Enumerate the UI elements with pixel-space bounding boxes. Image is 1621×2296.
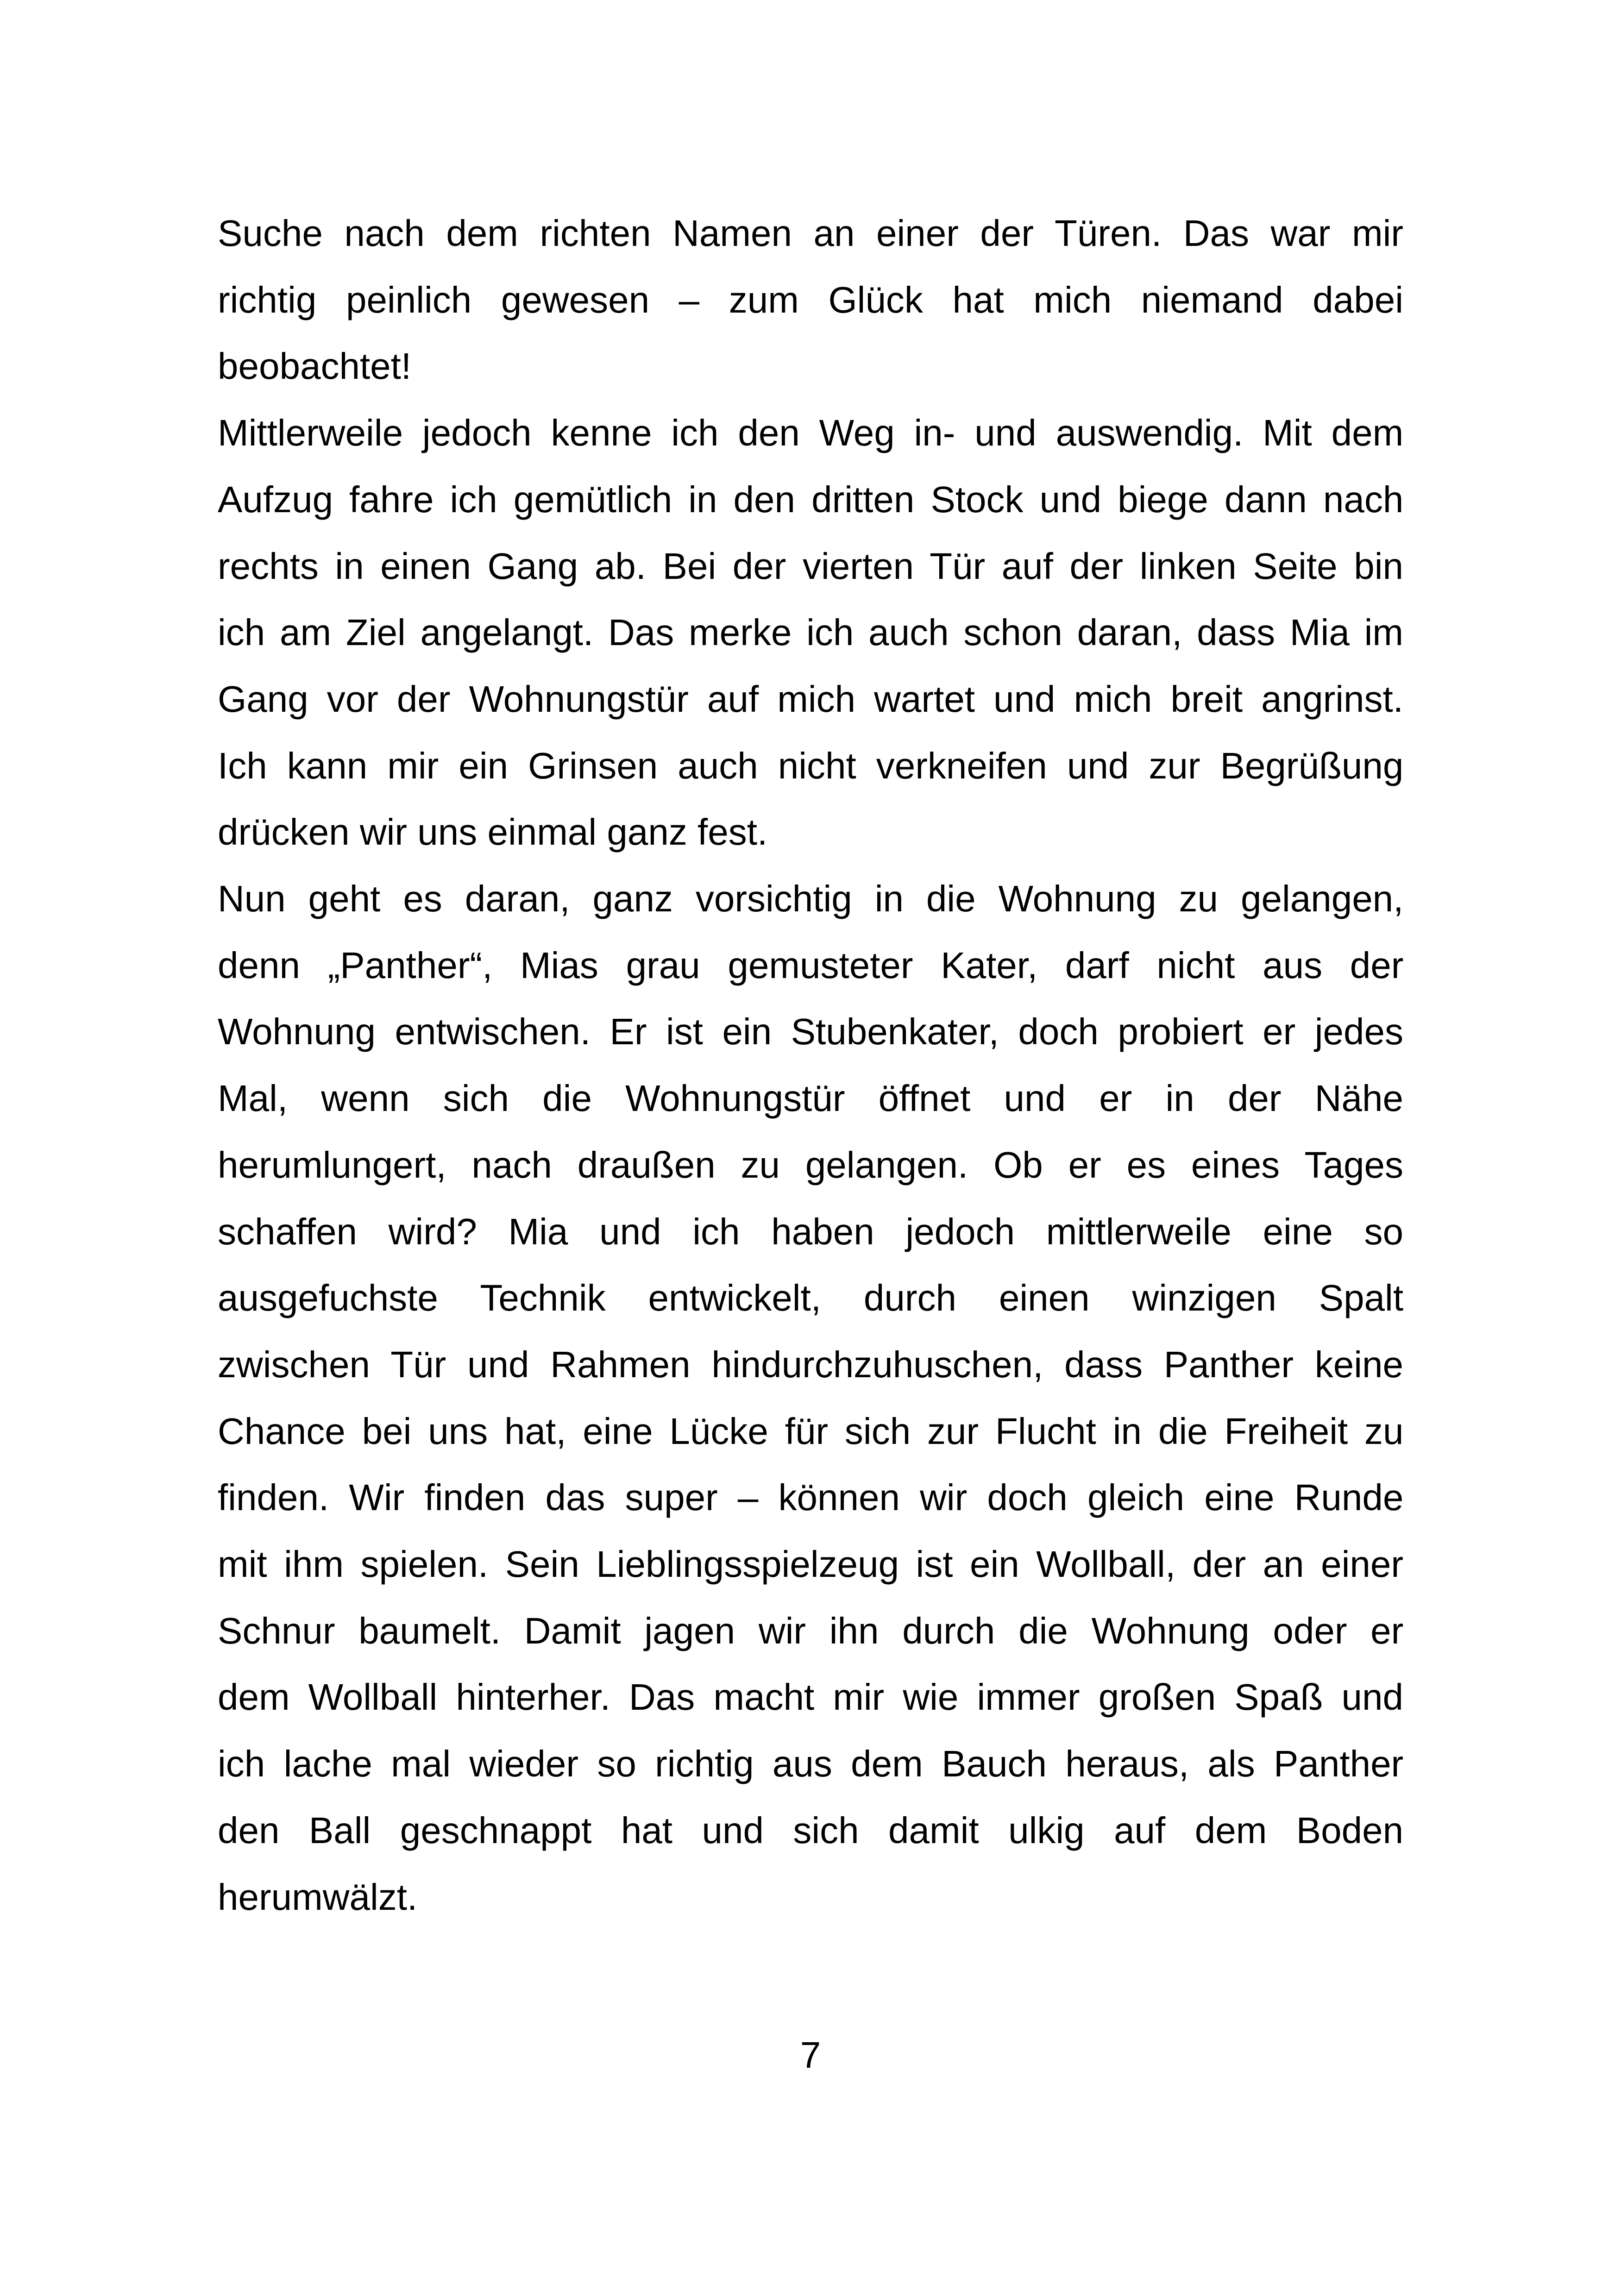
- text-line: Nun geht es daran, ganz vorsichtig in die Wohnung zu gelangen,: [218, 878, 1404, 920]
- text-line: richtig peinlich gewesen – zum Glück hat mich niemand dabei: [218, 279, 1403, 320]
- paragraph-2: [218, 400, 1403, 866]
- text-line: Mal, wenn sich die Wohnungstür öffnet und er in der Nähe: [218, 1078, 1403, 1119]
- text-line: Chance bei uns hat, eine Lücke für sich zur Flucht in die Freiheit zu: [218, 1410, 1404, 1452]
- text-line: Suche nach dem richten Namen an einer der Türen. Das war mir: [218, 213, 1403, 254]
- text-line: Mittlerweile jedoch kenne ich den Weg in- und auswendig. Mit dem: [218, 412, 1404, 454]
- text-line: denn „Panther“, Mias grau gemusteter Kater, darf nicht aus der: [218, 944, 1404, 986]
- text-line: ich lache mal wieder so richtig aus dem Bauch heraus, als Panther: [218, 1743, 1404, 1785]
- text-line: Schnur baumelt. Damit jagen wir ihn durch die Wohnung oder er: [218, 1610, 1404, 1651]
- text-line: mit ihm spielen. Sein Lieblingsspielzeug ist ein Wollball, der an einer: [218, 1543, 1403, 1585]
- text-line: Aufzug fahre ich gemütlich in den dritten Stock und biege dann nach: [218, 478, 1404, 520]
- body-text: [218, 200, 1403, 1930]
- text-line: zwischen Tür und Rahmen hindurchzuhuschen, dass Panther keine: [218, 1343, 1403, 1385]
- text-line: den Ball geschnappt hat und sich damit ulkig auf dem Boden: [218, 1809, 1404, 1851]
- text-line: herumwälzt.: [218, 1876, 418, 1918]
- text-line: herumlungert, nach draußen zu gelangen. Ob er es eines Tages: [218, 1144, 1403, 1186]
- text-line: dem Wollball hinterher. Das macht mir wie immer großen Spaß und: [218, 1676, 1403, 1718]
- text-line: ich am Ziel angelangt. Das merke ich auch schon daran, dass Mia im: [218, 612, 1403, 653]
- page-number: 7: [800, 2034, 821, 2076]
- text-line: beobachtet!: [218, 345, 412, 387]
- paragraph-1: [218, 200, 1403, 400]
- text-line: Ich kann mir ein Grinsen auch nicht verkneifen und zur Begrüßung: [218, 745, 1404, 786]
- text-line: Wohnung entwischen. Er ist ein Stubenkater, doch probiert er jedes: [218, 1011, 1403, 1053]
- text-line: rechts in einen Gang ab. Bei der vierten Tür auf der linken Seite bin: [218, 545, 1403, 587]
- text-line: ausgefuchste Technik entwickelt, durch einen winzigen Spalt: [218, 1277, 1404, 1319]
- text-line: Gang vor der Wohnungstür auf mich wartet und mich breit angrinst.: [218, 678, 1403, 720]
- paragraph-3: [218, 866, 1403, 1930]
- text-line: schaffen wird? Mia und ich haben jedoch mittlerweile eine so: [218, 1211, 1403, 1252]
- text-line: drücken wir uns einmal ganz fest.: [218, 811, 768, 853]
- text-line: finden. Wir finden das super – können wir doch gleich eine Runde: [218, 1477, 1404, 1518]
